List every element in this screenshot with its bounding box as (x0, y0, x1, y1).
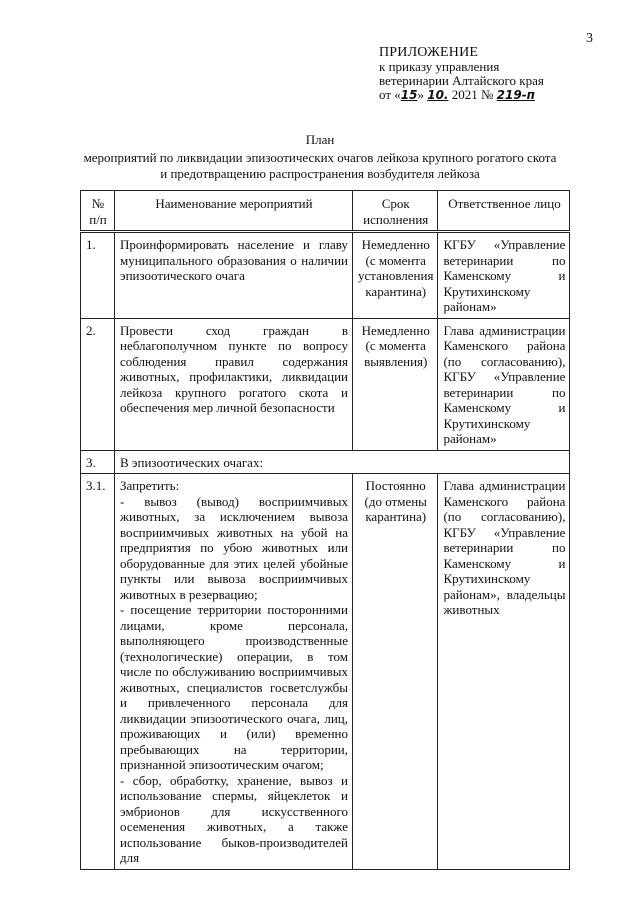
row-action-heading: Запретить: (120, 478, 180, 493)
date-prefix: от « (379, 87, 401, 102)
row-term: Немедленно (с момента установления карантина) (353, 232, 438, 319)
header-responsible: Ответственное лицо (438, 191, 570, 232)
row-section-heading: В эпизоотических очагах: (115, 450, 570, 474)
date-mid: » (417, 87, 424, 102)
action-item: - сбор, обработку, хранение, вывоз и использование спермы, яйцеклеток и эмбрионов для искусственного осеменения животных, а также использование быков-производителей для (120, 772, 348, 865)
page-number: 3 (586, 31, 593, 46)
table-row (81, 318, 570, 450)
row-responsible: КГБУ «Управление ветеринарии по Каменскому и Крутихинскому районам» (438, 232, 570, 319)
row-responsible: Глава администрации Каменского района (по согласованию), КГБУ «Управление ветеринарии по Каменскому и Крутихинскому районам» (438, 318, 570, 450)
approval-title: ПРИЛОЖЕНИЕ (379, 45, 479, 60)
row-term: Немедленно (с момента выявления) (353, 318, 438, 450)
approval-line-1: к приказу управления (379, 59, 500, 74)
row-number: 3.1. (81, 474, 115, 870)
action-item: - посещение территории посторонними лицами, кроме персонала, выполняющего производственные (технологические) операции, в том числе по обслуживанию восприимчивых животных, специалистов госветслужбы и привлеченного персонала для ликвидации эпизоотического очага, лиц, проживающих и (или) временно пребывающих на территории, признанной эпизоотическим очагом; (120, 602, 348, 772)
handwritten-order-number: 219-п (496, 88, 535, 102)
approval-stamp (379, 46, 544, 102)
action-item: - вывоз (вывод) восприимчивых животных, за исключением вывоза восприимчивых животных на убой на предприятия по убою животных или оборудованные для этих целей убойные пункты или вывоза восприимчивых животных в резервацию; (120, 493, 348, 602)
table-row (81, 474, 570, 870)
table-row (81, 232, 570, 319)
row-term: Постоянно (до отмены карантина) (353, 474, 438, 870)
header-action: Наименование мероприятий (115, 191, 353, 232)
row-number: 2. (81, 318, 115, 450)
table-row (81, 450, 570, 474)
row-responsible: Глава администрации Каменского района (по согласованию), КГБУ «Управление ветеринарии по Каменскому и Крутихинскому районам», владельцы животных (438, 474, 570, 870)
handwritten-month: 10. (427, 88, 449, 102)
row-number: 1. (81, 232, 115, 319)
plan-subtitle-1: мероприятий по ликвидации эпизоотических очагов лейкоза крупного рогатого скота (83, 150, 557, 165)
plan-title: План (305, 132, 335, 147)
table-header-row (81, 191, 570, 232)
row-action: Провести сход граждан в неблагополучном пункте по вопросу соблюдения правил содержания животных, профилактики, ликвидации лейкоза крупного рогатого скота и обеспечения мер личной безопасности (115, 318, 353, 450)
plan-subtitle-2: и предотвращению распространения возбудителя лейкоза (160, 166, 480, 181)
approval-line-2: ветеринарии Алтайского края (379, 73, 544, 88)
plan-table (80, 190, 570, 870)
row-action-list (115, 474, 353, 870)
row-number: 3. (81, 450, 115, 474)
row-action: Проинформировать население и главу муниципального образования о наличии эпизоотического очага (115, 232, 353, 319)
header-number: № п/п (81, 191, 115, 232)
date-year: 2021 № (451, 87, 494, 102)
handwritten-day: 15 (400, 88, 418, 102)
approval-date-line (379, 88, 544, 102)
header-term: Срок исполнения (353, 191, 438, 232)
